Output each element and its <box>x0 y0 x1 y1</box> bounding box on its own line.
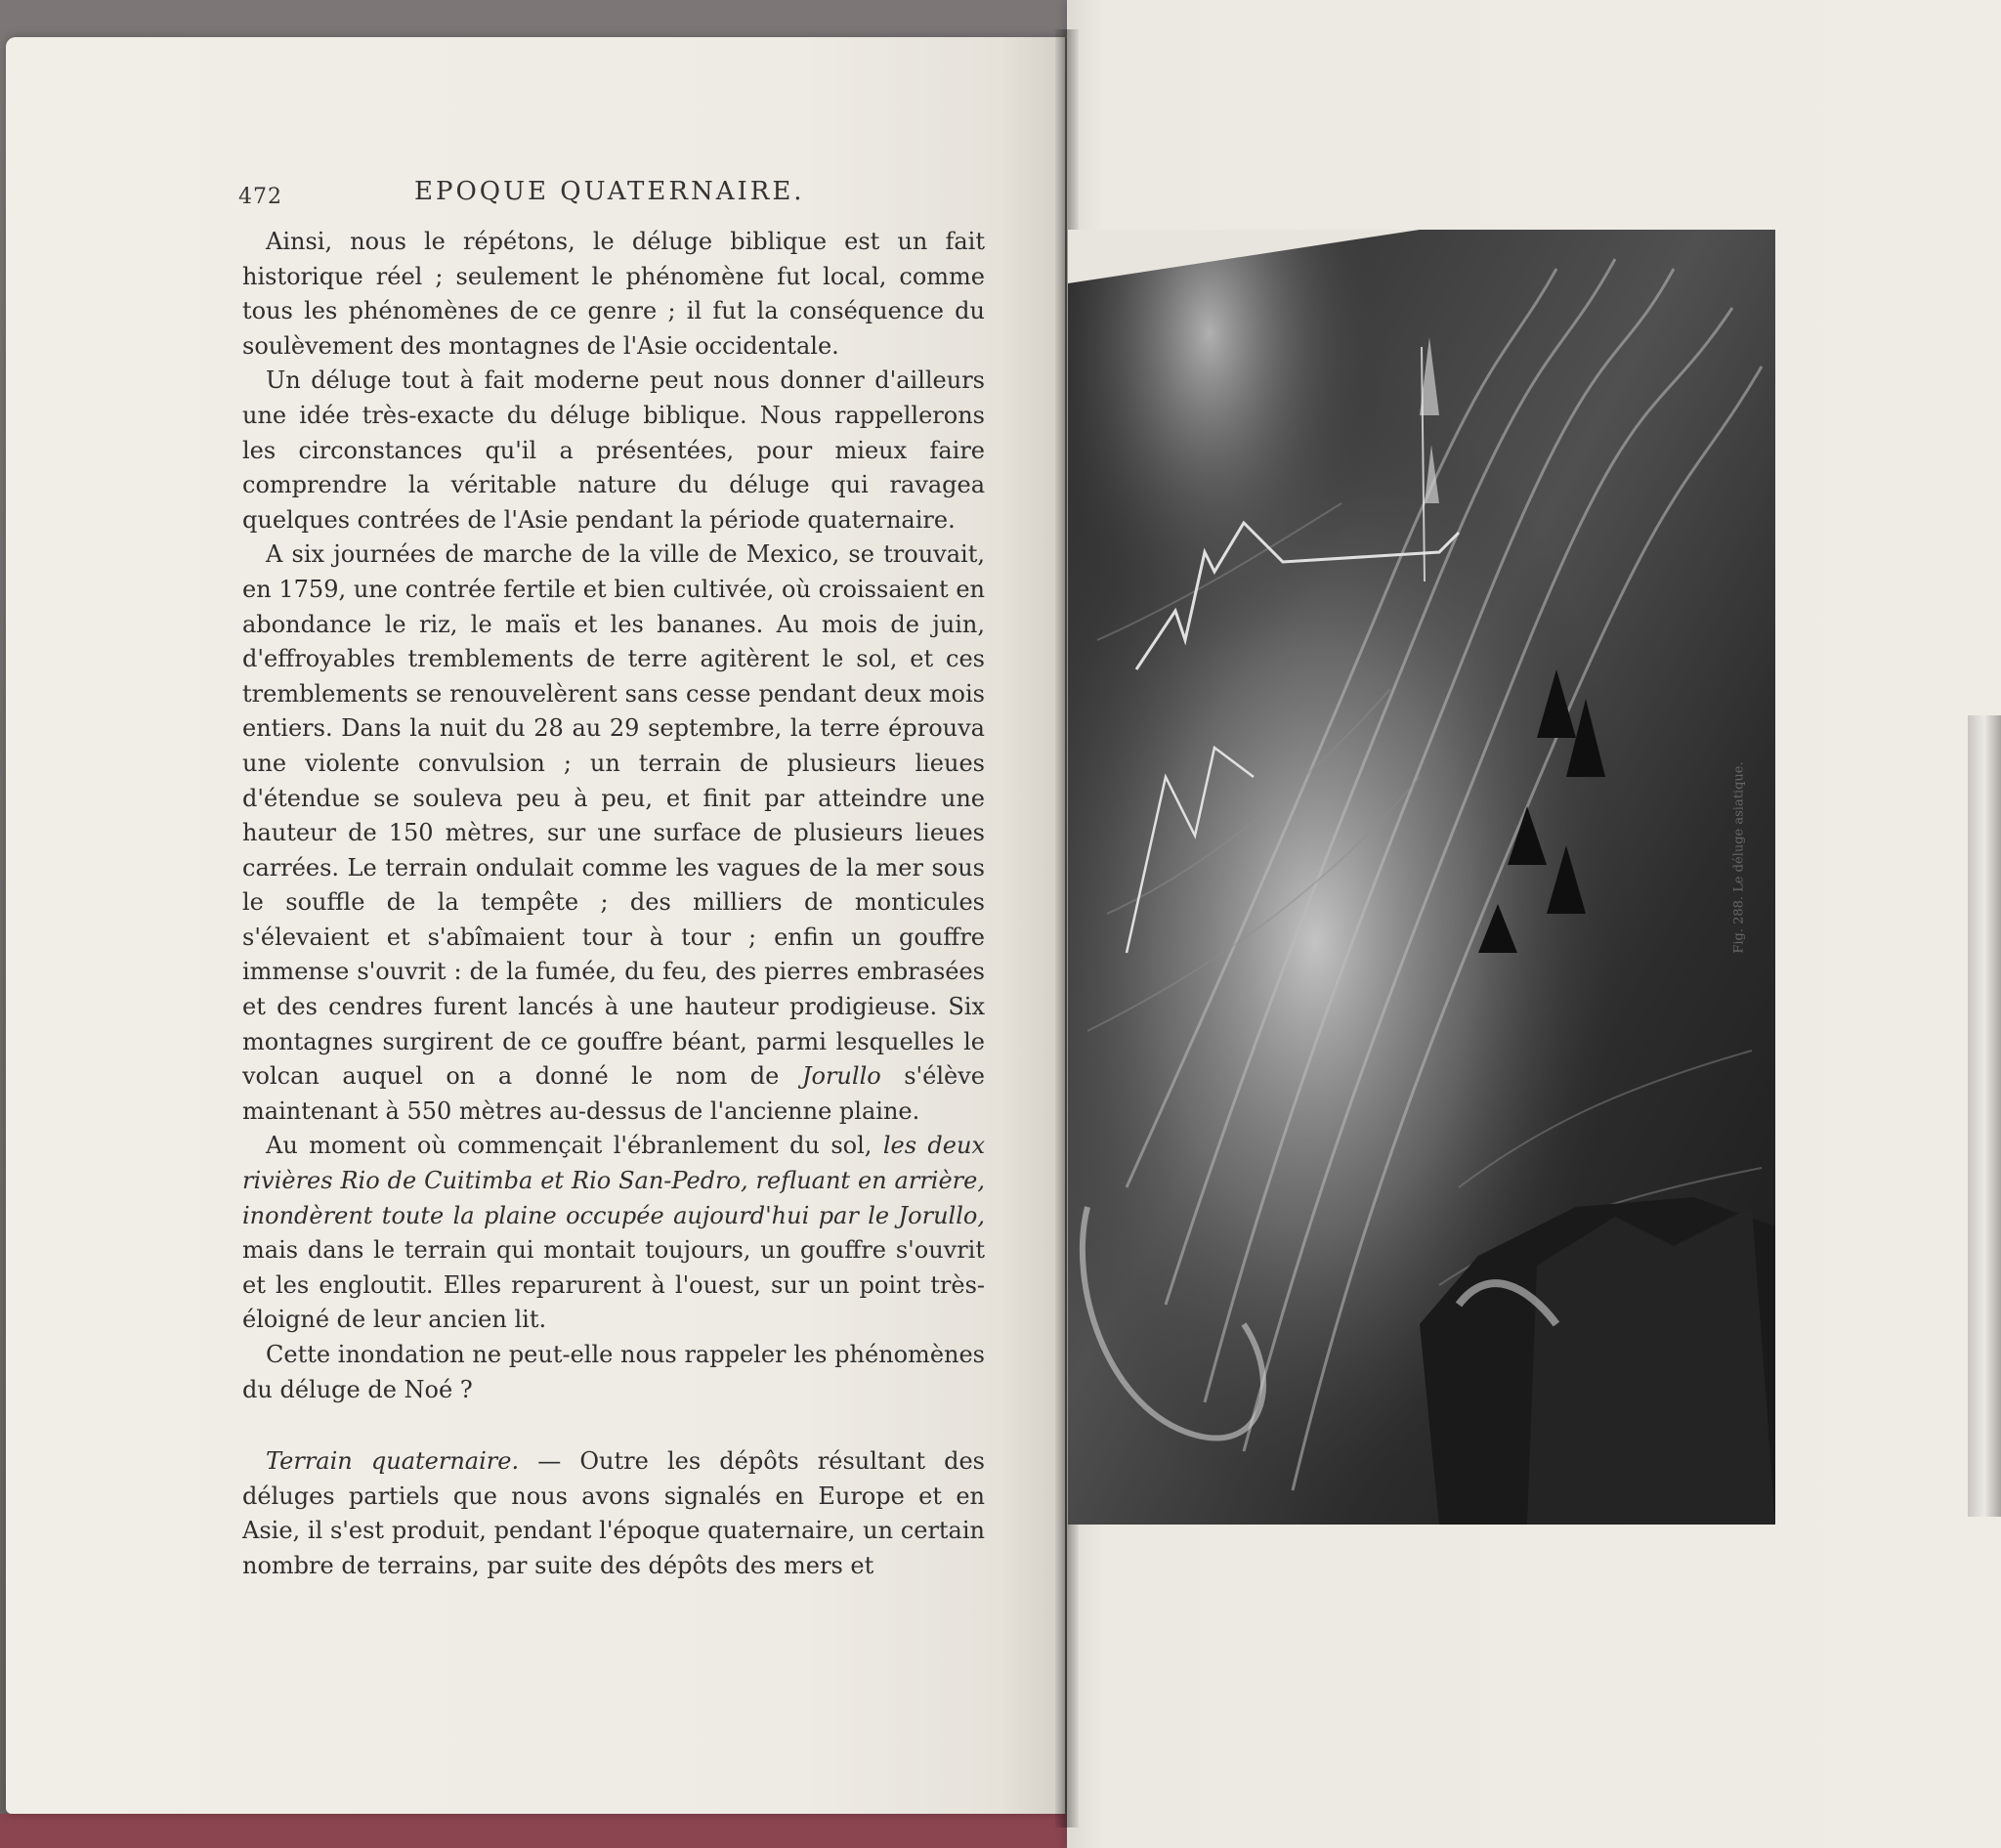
paragraph-5 <box>242 1338 985 1407</box>
paragraph-4 <box>242 1129 985 1338</box>
running-title: EPOQUE QUATERNAIRE. <box>414 177 805 206</box>
page-header <box>238 173 991 212</box>
deluge-engraving-image <box>1068 230 1775 1525</box>
book-cover-edge <box>0 1814 1075 1848</box>
paragraph-3 <box>242 537 985 1129</box>
paragraph-text: s'élève maintenant à 550 mètres au-dessus de l'ancienne plaine. <box>242 1062 985 1125</box>
body-text <box>242 225 985 1584</box>
figure-caption: Fig. 288. Le déluge asiatique. <box>1731 761 1747 954</box>
paragraph-text: Cette inondation ne peut-elle nous rappeler les phénomènes du déluge de Noé ? <box>242 1341 985 1403</box>
page-number: 472 <box>238 185 282 209</box>
paragraph-text: Au moment où commençait l'ébranlement du sol, <box>266 1132 883 1160</box>
section-gap <box>242 1407 985 1444</box>
paragraph-6 <box>242 1444 985 1583</box>
paragraph-text: — Outre les dépôts résultant des déluges partiels que nous avons signalés en Europe et en Asie, il s'est produit, pendant l'époque quaternaire, un certain nombre de terrains, par suite des dépôts des mers et <box>242 1447 985 1579</box>
paragraph-text: Ainsi, nous le répétons, le déluge biblique est un fait historique réel ; seulement le phénomène fut local, comme tous les phénomènes de ce genre ; il fut la conséquence du soulèvement des montagnes de l'Asie occidentale. <box>242 228 985 360</box>
paragraph-text: Un déluge tout à fait moderne peut nous donner d'ailleurs une idée très-exacte du déluge biblique. Nous rappellerons les circonstances qu'il a présentées, pour mieux faire comprendre la véritable nature du déluge qui ravagea quelques contrées de l'Asie pendant la période quaternaire. <box>242 366 985 534</box>
italic-term: Jorullo <box>801 1062 881 1091</box>
paragraph-1 <box>242 225 985 364</box>
paragraph-2 <box>242 364 985 537</box>
italic-quote: les deux rivières Rio de Cuitimba et Rio San-Pedro, refluant en arrière, inondèrent toute la plaine occupée aujourd'hui par le Jorullo, <box>242 1132 985 1229</box>
page-edge-strip <box>1968 715 2001 1517</box>
engraving-illustration <box>1068 230 1775 1525</box>
section-heading-italic: Terrain quaternaire. <box>266 1447 520 1476</box>
paragraph-text: mais dans le terrain qui montait toujours, un gouffre s'ouvrit et les engloutit. Elles reparurent à l'ouest, sur un point très-éloigné de leur ancien lit. <box>242 1236 985 1334</box>
paragraph-text: A six journées de marche de la ville de Mexico, se trouvait, en 1759, une contrée fertile et bien cultivée, où croissaient en abondance le riz, le maïs et les bananes. Au mois de juin, d'effroyables tremblements de terre agitèrent le sol, et ces tremblements se renouvelèrent sans cesse pendant deux mois entiers. Dans la nuit du 28 au 29 septembre, la terre éprouva une violente convulsion ; un terrain de plusieurs lieues d'étendue se souleva peu à peu, et finit par atteindre une hauteur de 150 mètres, sur une surface de plusieurs lieues carrées. Le terrain ondulait comme les vagues de la mer sous le souffle de la tempête ; des milliers de monticules s'élevaient et s'abîmaient tour à tour ; enfin un gouffre immense s'ouvrit : de la fumée, du feu, des pierres embrasées et des cendres furent lancés à une hauteur prodigieuse. Six montagnes surgirent de ce gouffre béant, parmi lesquelles le volcan auquel on a donné le nom de <box>242 540 985 1091</box>
